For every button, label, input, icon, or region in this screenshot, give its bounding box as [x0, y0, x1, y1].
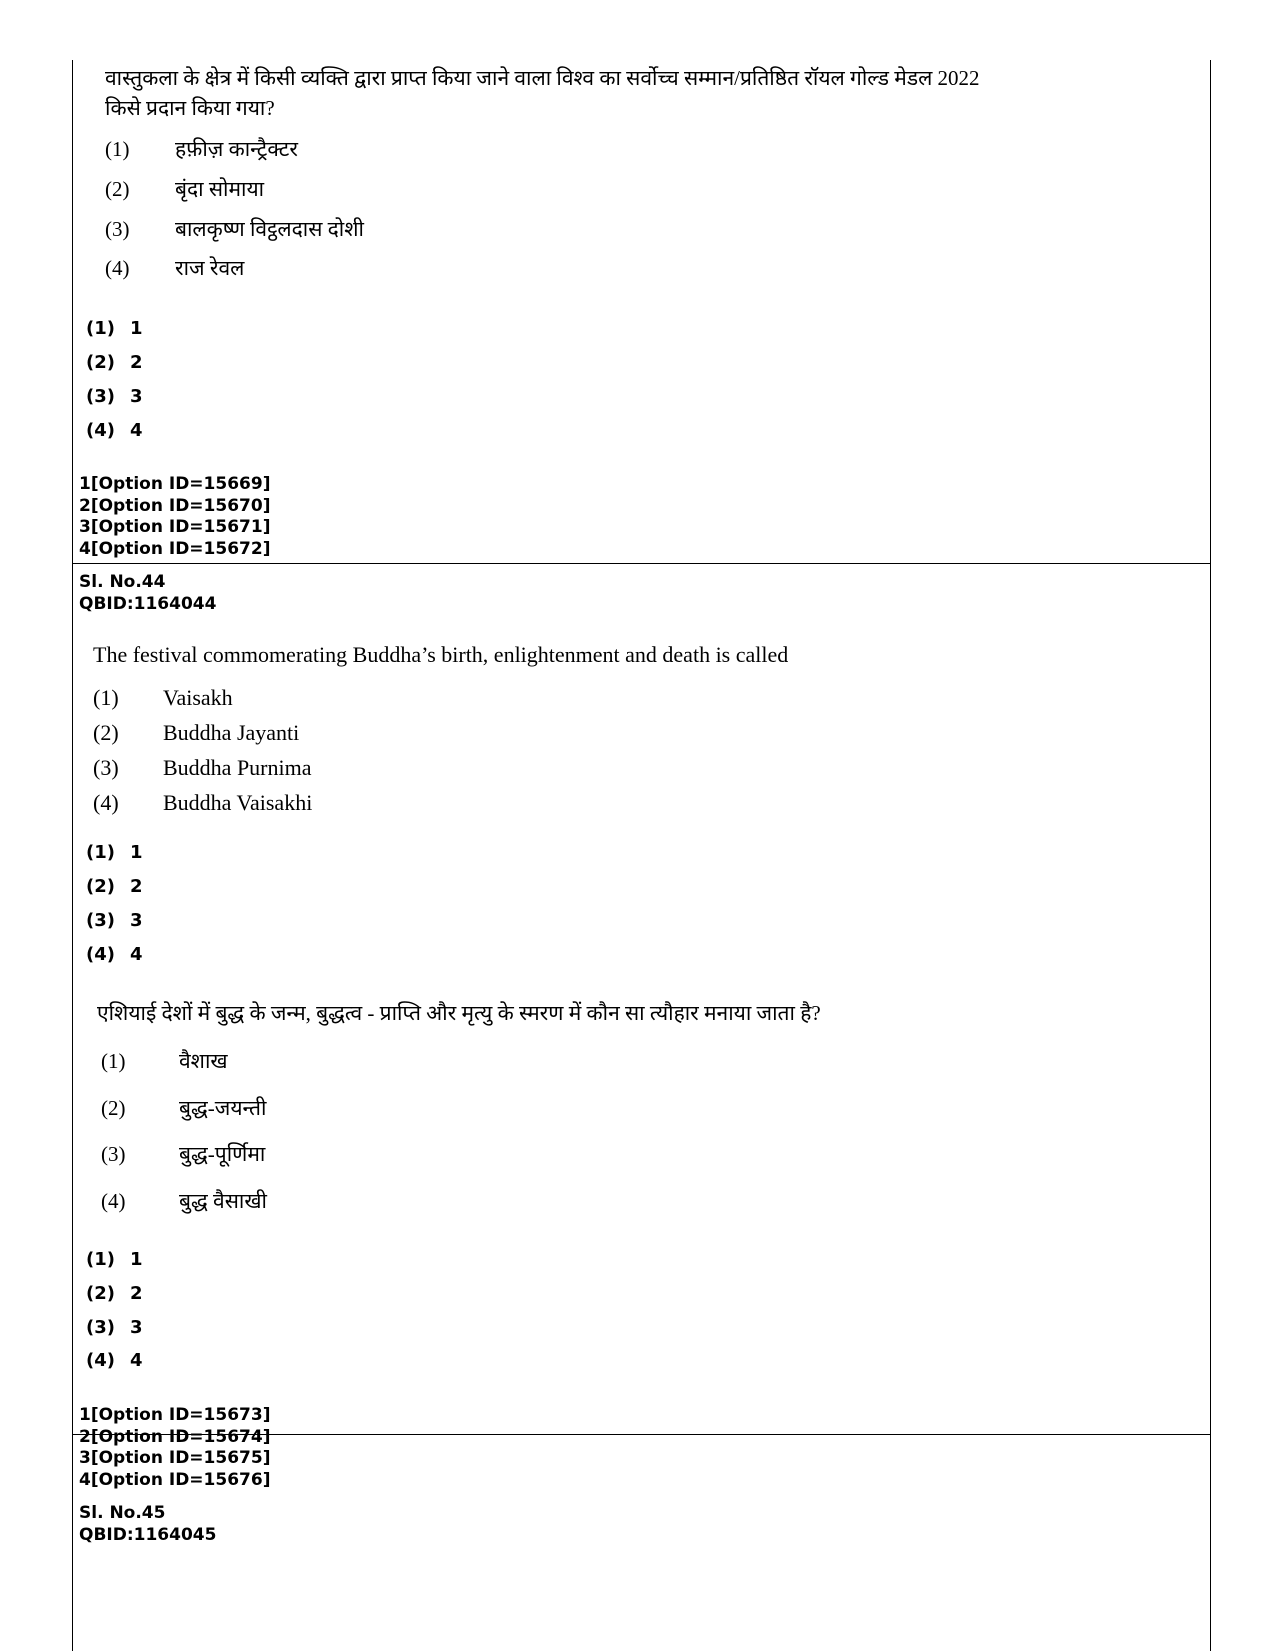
answer-value: 3 — [130, 1317, 143, 1338]
answer-value: 2 — [130, 876, 143, 897]
answer-value: 4 — [130, 944, 143, 965]
option-number: (4) — [101, 1189, 126, 1213]
q44-hindi-option — [101, 1094, 266, 1122]
option-id-list — [79, 1405, 270, 1491]
answer-number: (1) — [86, 318, 115, 339]
answer-choice — [86, 876, 143, 898]
answer-number: (3) — [86, 386, 115, 407]
answer-choice — [86, 352, 143, 374]
answer-number: (3) — [86, 910, 115, 931]
option-text: बालकृष्ण विट्ठलदास दोशी — [175, 217, 364, 241]
answer-number: (3) — [86, 1317, 115, 1338]
option-id: 3[Option ID=15675] — [79, 1448, 271, 1468]
answer-value: 2 — [130, 1283, 143, 1304]
option-number: (2) — [105, 177, 130, 201]
section-divider — [73, 563, 1210, 564]
answer-choice — [86, 318, 143, 340]
option-id: 4[Option ID=15672] — [79, 538, 271, 559]
q44-hindi-option — [101, 1187, 267, 1215]
answer-value: 1 — [130, 842, 143, 863]
answer-value: 4 — [130, 420, 143, 441]
answer-number: (2) — [86, 1283, 115, 1304]
option-number: (1) — [101, 1049, 126, 1073]
answer-value: 3 — [130, 386, 143, 407]
q44-hindi-option — [101, 1047, 228, 1075]
q43-hindi-option — [105, 254, 244, 282]
option-id: 2[Option ID=15670] — [79, 495, 271, 516]
qbid: QBID:1164045 — [79, 1524, 217, 1545]
answer-choice — [86, 1317, 143, 1339]
q44-hindi-option — [101, 1140, 265, 1168]
answer-number: (4) — [86, 1350, 115, 1371]
option-text: Buddha Vaisakhi — [163, 790, 313, 815]
option-number: (1) — [105, 137, 130, 161]
option-number: (3) — [93, 755, 119, 780]
option-number: (2) — [101, 1096, 126, 1120]
q44-english-question: The festival commomerating Buddha’s birth, enlightenment and death is called — [93, 642, 789, 667]
q43-hindi-question-line1: वास्तुकला के क्षेत्र में किसी व्यक्ति द्वारा प्राप्त किया जाने वाला विश्व का सर्वोच्च सम्मान/प्रतिष्ठित रॉयल गोल्ड मेडल 2022 — [105, 66, 980, 90]
answer-choice — [86, 842, 143, 864]
answer-number: (1) — [86, 1249, 115, 1270]
option-number: (4) — [93, 790, 119, 815]
answer-choice — [86, 1249, 143, 1271]
option-number: (3) — [105, 217, 130, 241]
answer-value: 3 — [130, 910, 143, 931]
option-text: हफ़ीज़ कान्ट्रैक्टर — [175, 137, 298, 161]
q43-hindi-option — [105, 215, 364, 243]
answer-choice — [86, 420, 143, 442]
answer-number: (4) — [86, 944, 115, 965]
option-number: (4) — [105, 256, 130, 280]
q44-english-option — [93, 684, 233, 712]
option-text: Vaisakh — [163, 685, 233, 710]
option-text: बृंदा सोमाया — [175, 177, 265, 201]
answer-choice — [86, 1350, 143, 1372]
option-id-list — [79, 474, 270, 560]
question-header — [79, 572, 216, 615]
answer-choice — [86, 1283, 143, 1305]
q44-english-option — [93, 719, 299, 747]
option-text: बुद्ध-जयन्ती — [179, 1096, 267, 1120]
option-id: 3[Option ID=15671] — [79, 517, 271, 537]
serial-number: Sl. No.44 — [79, 572, 166, 592]
option-number: (1) — [93, 685, 119, 710]
answer-value: 1 — [130, 318, 143, 339]
q43-hindi-option — [105, 135, 298, 163]
option-text: Buddha Purnima — [163, 755, 312, 780]
q43-hindi-option — [105, 175, 264, 203]
option-number: (2) — [93, 720, 119, 745]
q44-english-option — [93, 789, 312, 817]
option-text: वैशाख — [179, 1049, 228, 1073]
option-id: 2[Option ID=15674] — [79, 1426, 271, 1447]
option-id: 1[Option ID=15673] — [79, 1405, 271, 1425]
answer-choice — [86, 386, 143, 408]
answer-value: 4 — [130, 1350, 143, 1371]
option-text: Buddha Jayanti — [163, 720, 300, 745]
answer-choice — [86, 910, 143, 932]
answer-choice — [86, 944, 143, 966]
serial-number: Sl. No.45 — [79, 1503, 166, 1523]
q43-hindi-question-line2: किसे प्रदान किया गया? — [105, 96, 275, 120]
option-text: राज रेवल — [175, 256, 245, 280]
q44-english-option — [93, 754, 312, 782]
answer-number: (2) — [86, 876, 115, 897]
option-text: बुद्ध वैसाखी — [179, 1189, 267, 1213]
option-text: बुद्ध-पूर्णिमा — [179, 1142, 266, 1166]
answer-number: (1) — [86, 842, 115, 863]
option-number: (3) — [101, 1142, 126, 1166]
qbid: QBID:1164044 — [79, 593, 217, 614]
option-id: 1[Option ID=15669] — [79, 474, 271, 494]
answer-value: 1 — [130, 1249, 143, 1270]
option-id: 4[Option ID=15676] — [79, 1469, 271, 1490]
answer-value: 2 — [130, 352, 143, 373]
answer-number: (4) — [86, 420, 115, 441]
answer-number: (2) — [86, 352, 115, 373]
q44-hindi-question: एशियाई देशों में बुद्ध के जन्म, बुद्धत्व - प्राप्ति और मृत्यु के स्मरण में कौन सा त्यौहार मनाया जाता है? — [97, 1001, 821, 1025]
question-header — [79, 1503, 216, 1546]
